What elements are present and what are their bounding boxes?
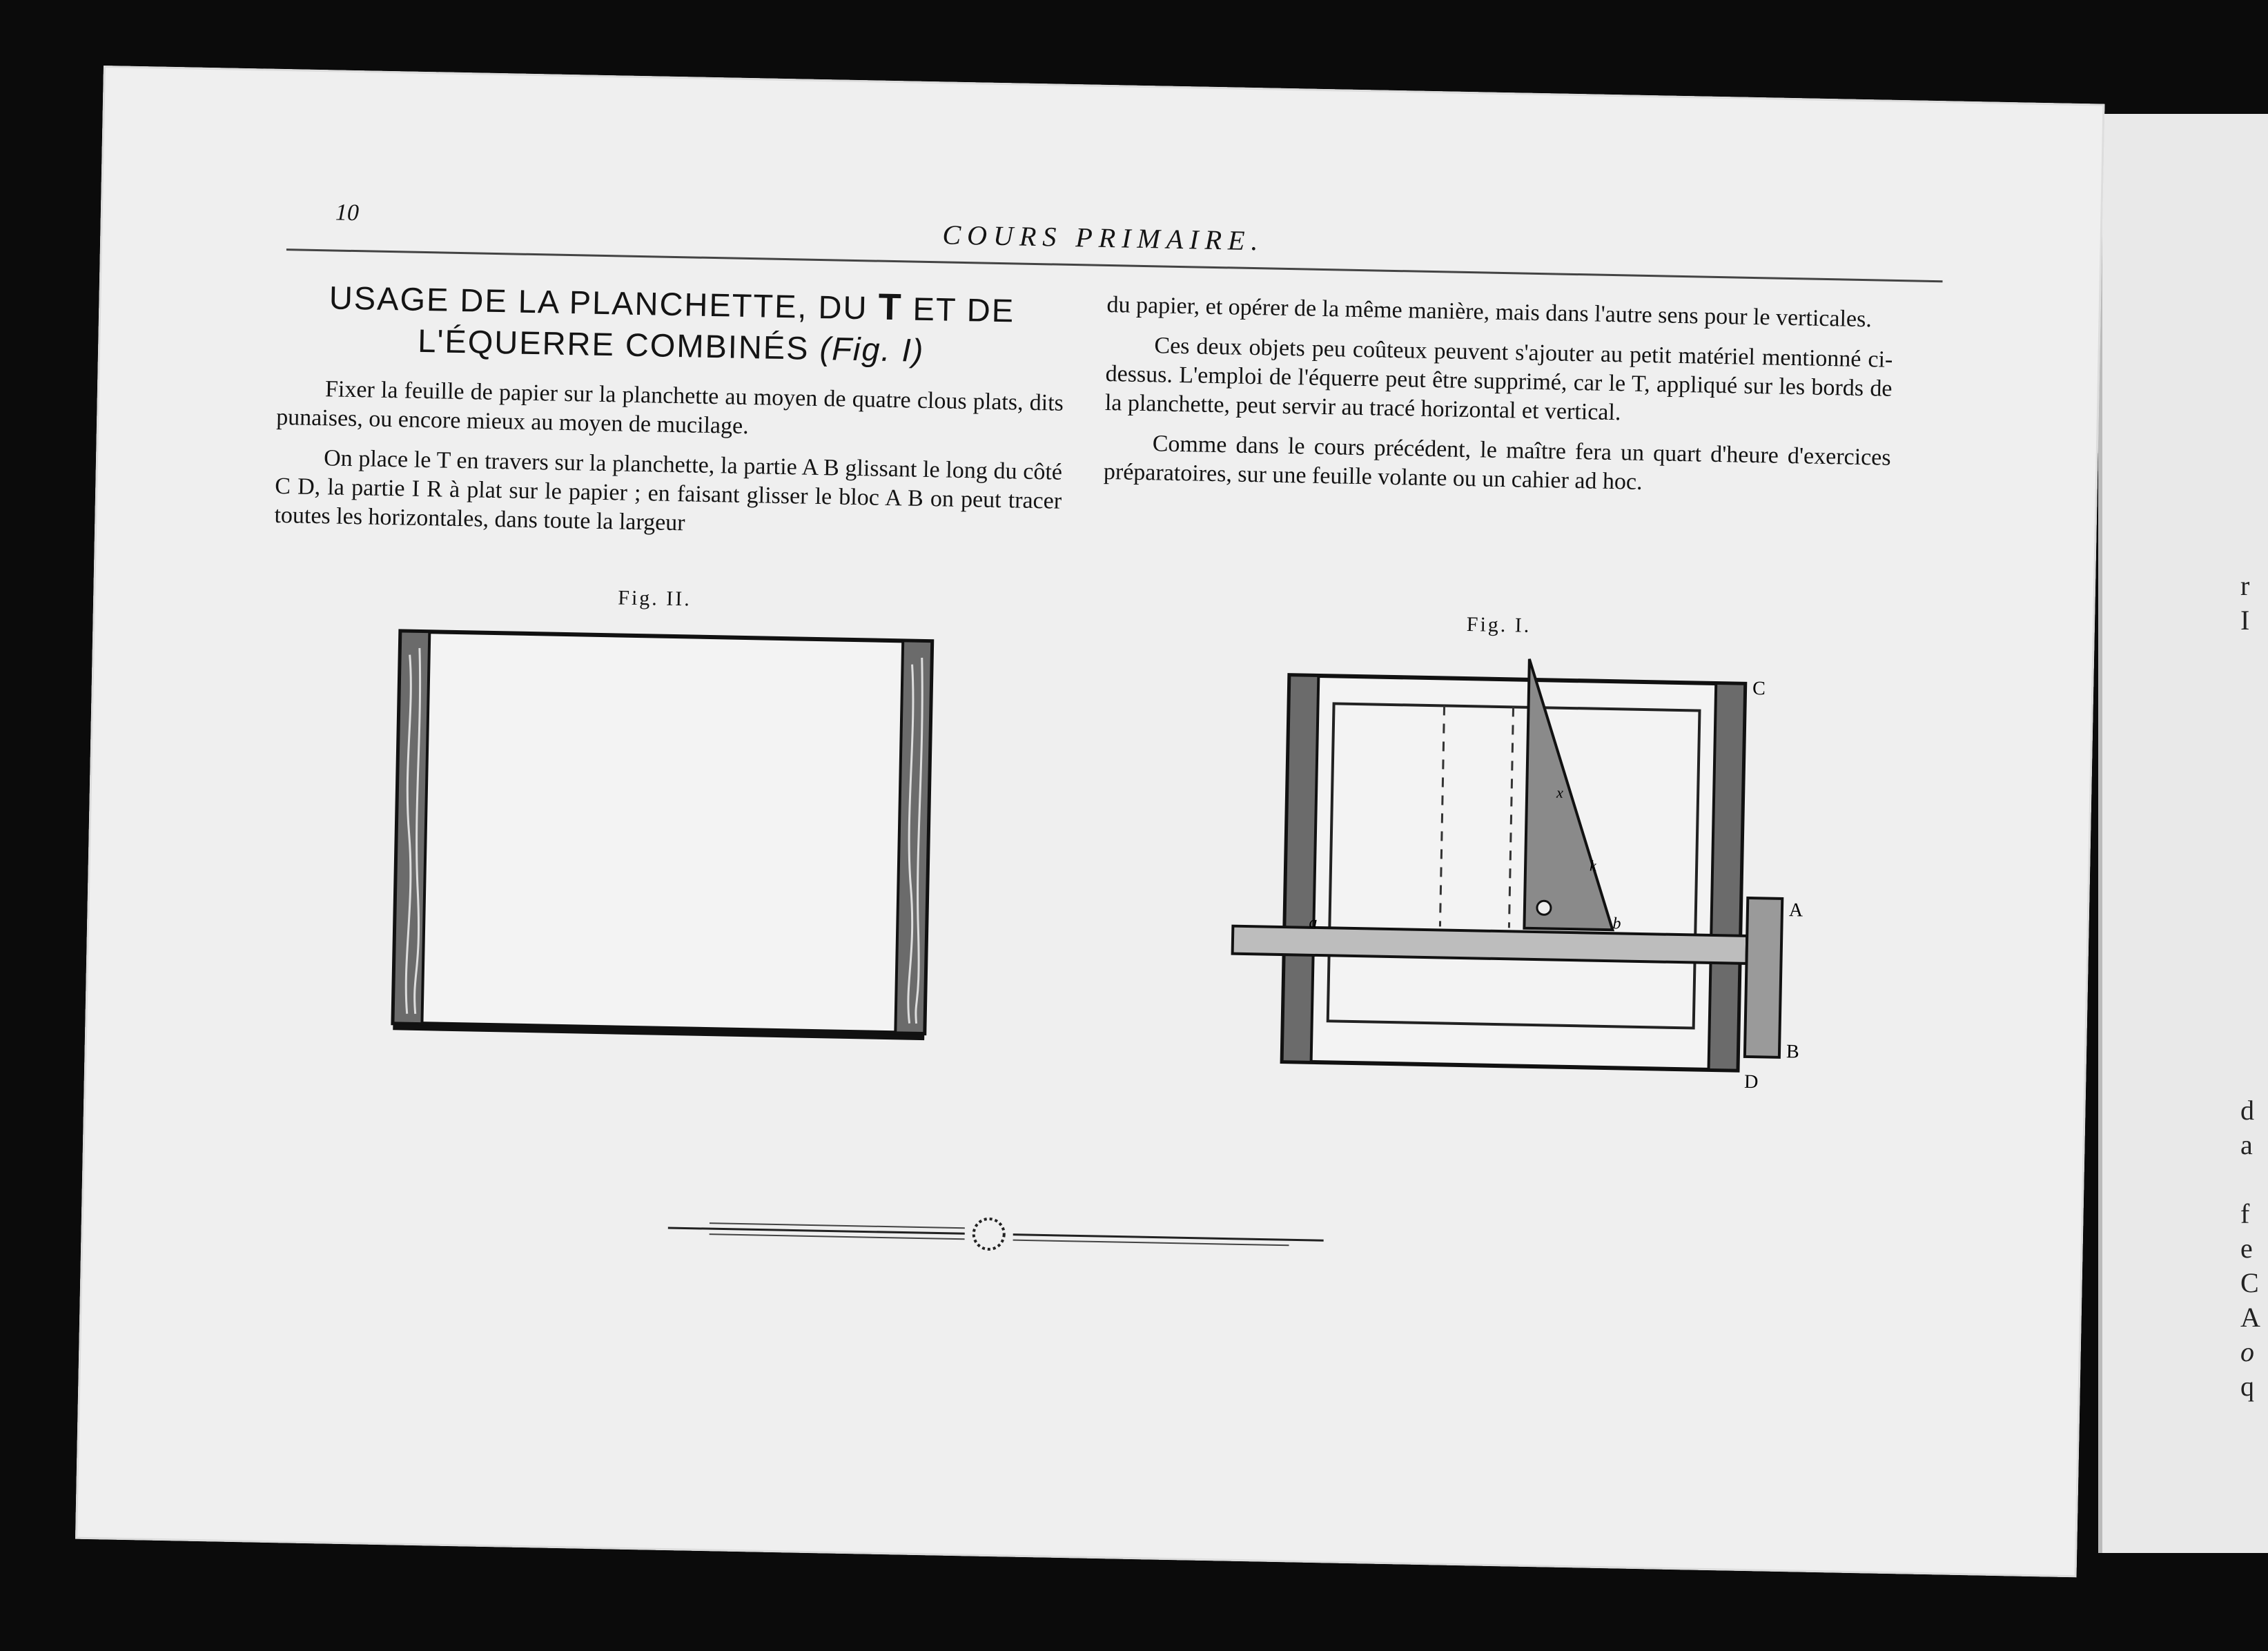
next-page-char: d (2240, 1095, 2254, 1126)
fig2-caption: Fig. II. (618, 586, 692, 611)
ornament-rosette (973, 1219, 1004, 1250)
next-page-char: r (2240, 570, 2250, 601)
next-page-char: o (2240, 1336, 2254, 1367)
page-number: 10 (335, 199, 360, 226)
heading-part: L'ÉQUERRE COMBINÉS (417, 322, 810, 367)
set-square-hole (1537, 901, 1551, 915)
next-page-char: C (2240, 1267, 2259, 1298)
ornament-line (710, 1234, 965, 1239)
next-page-char: e (2240, 1233, 2253, 1264)
paragraph: du papier, et opérer de la même manière, mais dans l'autre sens pour le verticales. (1106, 291, 1873, 333)
label-a: A (1788, 899, 1803, 921)
next-page-char: I (2240, 605, 2250, 636)
label-a-small: a (1309, 913, 1318, 932)
right-cleat (1708, 683, 1745, 1071)
next-page-char: a (2240, 1129, 2253, 1160)
label-c: C (1752, 678, 1766, 700)
left-column (274, 275, 1066, 556)
fig1-board-t-square (1223, 633, 1852, 1093)
ornament-line (710, 1223, 965, 1228)
next-page-edge (2098, 114, 2268, 1553)
right-column (1103, 291, 1894, 513)
next-page-char: q (2240, 1371, 2254, 1402)
label-b-small: b (1612, 915, 1621, 933)
section-heading (277, 275, 1066, 374)
heading-part: ET DE (912, 290, 1015, 329)
left-cleat (1282, 675, 1319, 1062)
paragraph: Ces deux objets peu coûteux peuvent s'ajouter au petit matériel mentionné ci-dessus. L'emploi de l'équerre peut être supprimé, car le T, appliqué sur les bords de la planchette, peut servir au tracé horizontal et vertical. (1104, 333, 1893, 426)
ornament-line (668, 1228, 965, 1233)
label-d: D (1743, 1071, 1759, 1093)
ornament-line (1013, 1240, 1289, 1246)
running-title: COURS PRIMAIRE. (942, 219, 1264, 257)
label-b: B (1786, 1041, 1800, 1063)
fig1-caption: Fig. I. (1466, 613, 1532, 637)
t-square-head (1745, 898, 1782, 1057)
label-x: x (1556, 783, 1564, 801)
paragraph: Fixer la feuille de papier sur la planchette au moyen de quatre clous plats, dits punaises, ou encore mieux au moyen de mucilage. (275, 376, 1064, 440)
board-outline (393, 631, 932, 1033)
next-page-char: A (2240, 1302, 2260, 1333)
heading-fig-ref: (Fig. I) (819, 330, 925, 369)
paragraph: Comme dans le cours précédent, le maître fera un quart d'heure d'exercices préparatoires, sur une feuille volante ou un cahier ad hoc. (1103, 431, 1891, 495)
label-k: k (1589, 857, 1597, 875)
heading-part: USAGE DE LA PLANCHETTE, DU (329, 279, 868, 326)
fig2-drawing-board (389, 627, 941, 1044)
paragraph: On place le T en travers sur la planchette, la partie A B glissant le long du côté C D, la partie I R à plat sur le papier ; en faisant glisser le bloc A B on peut tracer toutes les horizontales, dans toute la largeur (274, 445, 1063, 536)
next-page-char: f (2240, 1198, 2250, 1229)
book-page (75, 66, 2104, 1577)
t-symbol: T (877, 286, 903, 329)
ornament-rule (667, 1209, 1331, 1262)
ornament-line (1013, 1235, 1324, 1241)
